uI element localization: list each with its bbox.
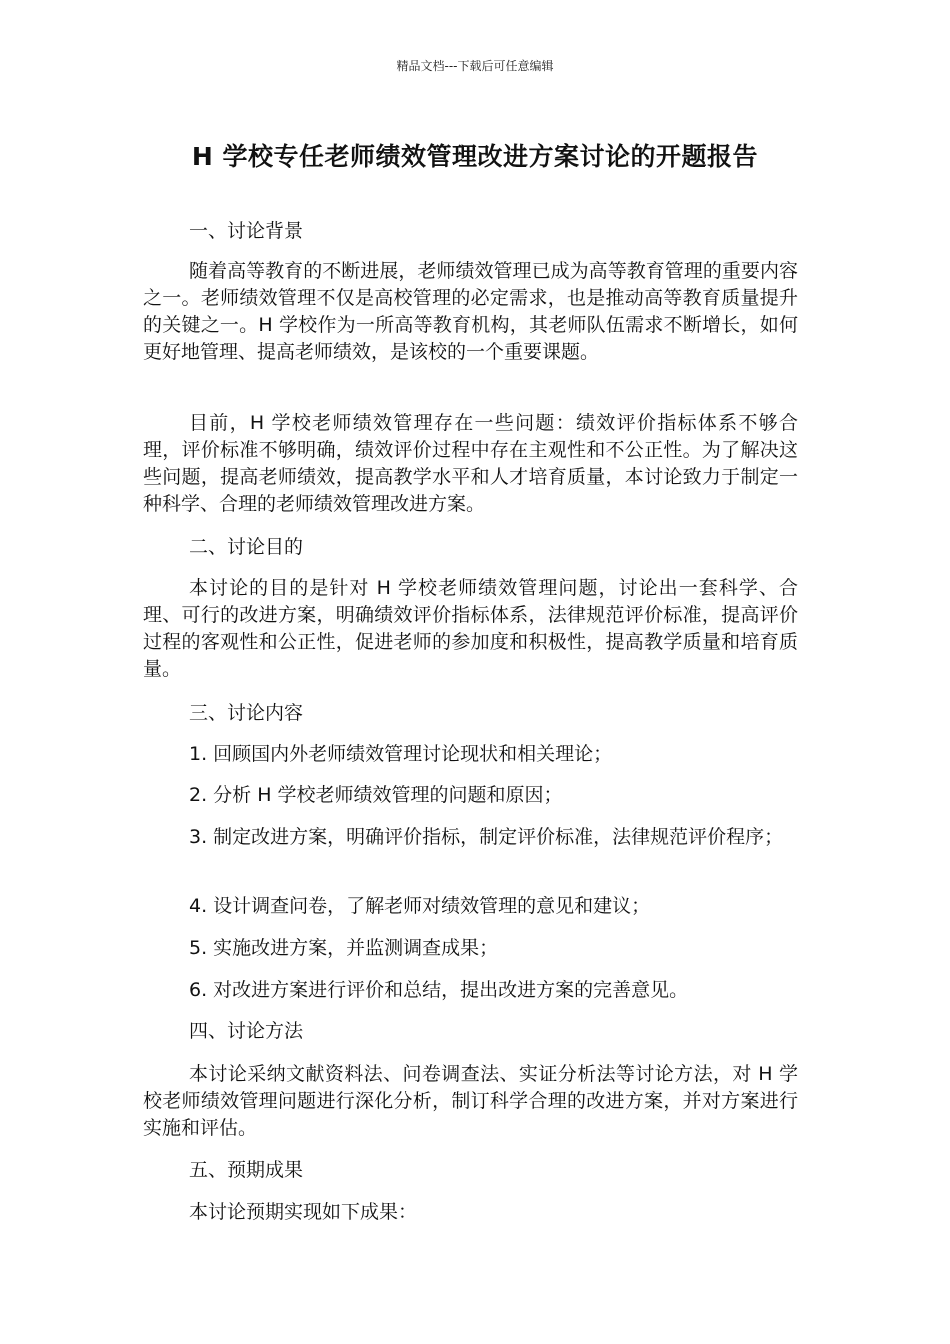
list-item: 5. 实施改进方案，并监测调查成果； xyxy=(189,937,499,959)
paragraph-background-2: 目前，H 学校老师绩效管理存在一些问题：绩效评价指标体系不够合理，评价标准不够明确，绩效评价过程中存在主观性和不公正性。为了解决这些问题，提高老师绩效，提高教学水平和人才培育质量，本讨论致力于制定一种科学、合理的老师绩效管理改进方案。 xyxy=(143,412,798,515)
paragraph-results: 本讨论预期实现如下成果： xyxy=(189,1201,418,1223)
section-heading-content: 三、讨论内容 xyxy=(189,702,304,724)
paragraph-purpose: 本讨论的目的是针对 H 学校老师绩效管理问题，讨论出一套科学、合理、可行的改进方案，明确绩效评价指标体系，法律规范评价标准，提高评价过程的客观性和公正性，促进老师的参加度和积极性，提高教学质量和培育质量。 xyxy=(143,577,798,680)
list-item: 2. 分析 H 学校老师绩效管理的问题和原因； xyxy=(189,784,563,806)
paragraph-method: 本讨论采纳文献资料法、问卷调查法、实证分析法等讨论方法，对 H 学校老师绩效管理问题进行深化分析，制订科学合理的改进方案，并对方案进行实施和评估。 xyxy=(143,1063,798,1139)
section-heading-purpose: 二、讨论目的 xyxy=(189,536,304,558)
section-heading-results: 五、预期成果 xyxy=(189,1159,304,1181)
list-item: 4. 设计调查问卷，了解老师对绩效管理的意见和建议； xyxy=(189,895,651,917)
page-header: 精品文档---下载后可任意编辑 xyxy=(396,59,554,73)
list-item: 3. 制定改进方案，明确评价指标，制定评价标准，法律规范评价程序； xyxy=(189,826,784,848)
list-item: 6. 对改进方案进行评价和总结，提出改进方案的完善意见。 xyxy=(189,979,689,1001)
section-heading-background: 一、讨论背景 xyxy=(189,220,304,242)
document-title: H 学校专任老师绩效管理改进方案讨论的开题报告 xyxy=(191,142,759,171)
list-item: 1. 回顾国内外老师绩效管理讨论现状和相关理论； xyxy=(189,743,613,765)
paragraph-background-1: 随着高等教育的不断进展，老师绩效管理已成为高等教育管理的重要内容之一。老师绩效管理不仅是高校管理的必定需求，也是推动高等教育质量提升的关键之一。H 学校作为一所高等教育机构，其老师队伍需求不断增长，如何更好地管理、提高老师绩效，是该校的一个重要课题。 xyxy=(143,260,798,363)
section-heading-method: 四、讨论方法 xyxy=(189,1020,304,1042)
